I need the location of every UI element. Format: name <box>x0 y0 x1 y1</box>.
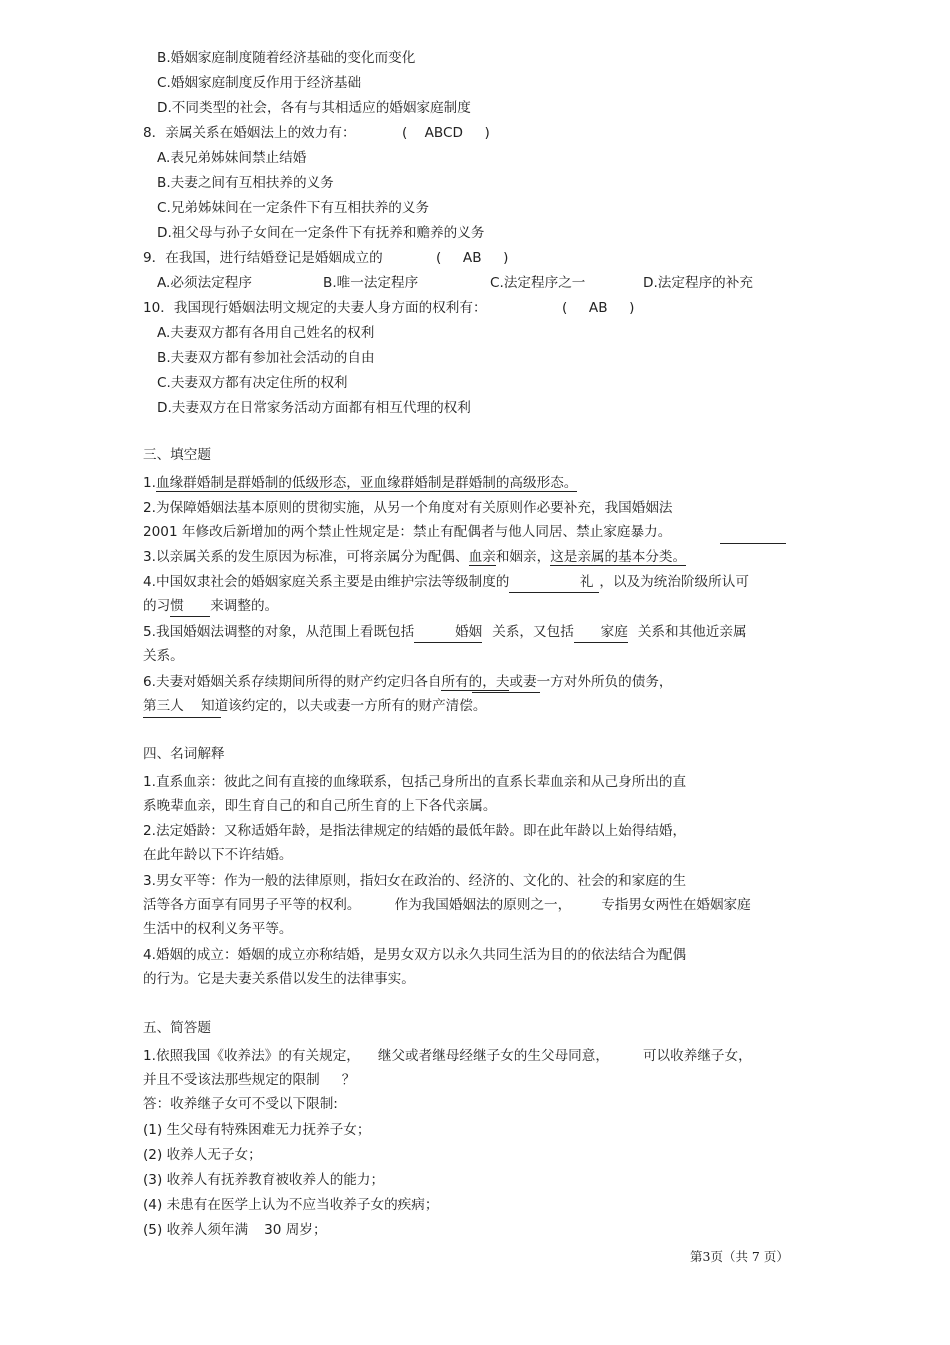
blank-answer: 惯 <box>170 597 210 617</box>
blank-answer: 夫 <box>495 674 510 690</box>
blank-answer: 血缘群婚制是群婚制的低级形态，亚血缘群婚制是群婚制的高级形态。 <box>155 475 578 491</box>
definition-3: 3.男女平等：作为一般的法律原则，指妇女在政治的、经济的、文化的、社会的和家庭的生 <box>143 873 687 889</box>
blank-line <box>472 692 540 693</box>
fill-2-cont: 2001 年修改后新增加的两个禁止性规定是：禁止有配偶者与他人同居、禁止家庭暴力。 <box>143 524 672 540</box>
blank-answer: 这是亲属的基本分类。 <box>550 549 687 565</box>
blank-answer: 血亲 <box>468 549 496 565</box>
blank-line <box>143 717 221 718</box>
option-d: D.夫妻双方在日常家务活动方面都有相互代理的权利 <box>157 400 471 416</box>
option-b: B.唯一法定程序 <box>323 275 419 291</box>
option-c: C.婚姻家庭制度反作用于经济基础 <box>157 75 362 91</box>
short-question-1: 1.依照我国《收养法》的有关规定， 继父或者继母经继子女的生父母同意， 可以收养继子女， <box>143 1048 752 1064</box>
option-d: D.不同类型的社会，各有与其相适应的婚姻家庭制度 <box>157 100 471 116</box>
answer-q10: ( AB ) <box>562 300 635 316</box>
fill-5: 5.我国婚姻法调整的对象，从范围上看既包括 婚姻 关系，又包括 家庭 关系和其他近亲属 <box>143 623 747 643</box>
definition-1-cont: 系晚辈血亲，即生育自己的和自己所生育的上下各代亲属。 <box>143 798 497 814</box>
definition-4: 4.婚姻的成立：婚姻的成立亦称结婚，是男女双方以永久共同生活为目的的依法结合为配偶 <box>143 947 687 963</box>
question-8: 8．亲属关系在婚姻法上的效力有： <box>143 125 356 141</box>
option-b: B.夫妻双方都有参加社会活动的自由 <box>157 350 375 366</box>
definition-2-cont: 在此年龄以下不许结婚。 <box>143 847 293 863</box>
option-c: C.法定程序之一 <box>490 275 586 291</box>
option-b: B.婚姻家庭制度随着经济基础的变化而变化 <box>157 50 416 66</box>
blank-answer: 礼 <box>509 573 599 593</box>
answer-item: (4) 未患有在医学上认为不应当收养子女的疾病； <box>143 1197 439 1213</box>
option-d: D.法定程序的补充 <box>643 275 753 291</box>
fill-4-cont: 的习惯 来调整的。 <box>143 597 278 617</box>
definition-2: 2.法定婚龄：又称适婚年龄，是指法律规定的结婚的最低年龄。即在此年龄以上始得结婚， <box>143 823 687 839</box>
answer-item: (5) 收养人须年满 30 周岁； <box>143 1222 327 1238</box>
fill-6-cont: 第三人 知道该约定的，以夫或妻一方所有的财产清偿。 <box>143 698 487 714</box>
question-10: 10．我国现行婚姻法明文规定的夫妻人身方面的权利有： <box>143 300 487 316</box>
option-a: A.表兄弟姊妹间禁止结婚 <box>157 150 307 166</box>
fill-3: 3.以亲属关系的发生原因为标准，可将亲属分为配偶、血亲和姻亲，这是亲属的基本分类。 <box>143 549 687 565</box>
section-heading: 四、名词解释 <box>143 746 225 762</box>
option-a: A.必须法定程序 <box>157 275 252 291</box>
definition-4-cont: 的行为。它是夫妻关系借以发生的法律事实。 <box>143 971 415 987</box>
fill-4: 4.中国奴隶社会的婚姻家庭关系主要是由维护宗法等级制度的 礼 ，以及为统治阶级所认可 <box>143 573 749 593</box>
question-9: 9．在我国，进行结婚登记是婚姻成立的 <box>143 250 383 266</box>
fill-6: 6.夫妻对婚姻关系存续期间所得的财产约定归各自所有的，夫或妻一方对外所负的债务， <box>143 674 673 690</box>
definition-3-cont: 活等各方面享有同男子平等的权利。 作为我国婚姻法的原则之一， 专指男女两性在婚姻家庭 <box>143 897 751 913</box>
fill-2: 2.为保障婚姻法基本原则的贯彻实施，从另一个角度对有关原则作必要补充，我国婚姻法 <box>143 500 673 516</box>
section-heading: 五、简答题 <box>143 1020 211 1036</box>
answer-q9: ( AB ) <box>436 250 509 266</box>
answer-q8: ( ABCD ) <box>402 125 490 141</box>
answer-item: (1) 生父母有特殊困难无力抚养子女； <box>143 1122 371 1138</box>
section-heading: 三、填空题 <box>143 447 211 463</box>
option-b: B.夫妻之间有互相扶养的义务 <box>157 175 334 191</box>
definition-3-end: 生活中的权利义务平等。 <box>143 921 293 937</box>
option-c: C.兄弟姊妹间在一定条件下有互相扶养的义务 <box>157 200 430 216</box>
option-d: D.祖父母与孙子女间在一定条件下有抚养和赡养的义务 <box>157 225 485 241</box>
answer-intro: 答：收养继子女可不受以下限制: <box>143 1096 338 1112</box>
blank-answer: 家庭 <box>574 623 628 643</box>
option-a: A.夫妻双方都有各用自己姓名的权利 <box>157 325 375 341</box>
short-question-1-cont: 并且不受该法那些规定的限制 ？ <box>143 1072 356 1088</box>
definition-1: 1.直系血亲：彼此之间有直接的血缘联系，包括己身所出的直系长辈血亲和从己身所出的直 <box>143 774 687 790</box>
option-c: C.夫妻双方都有决定住所的权利 <box>157 375 348 391</box>
answer-item: (3) 收养人有抚养教育被收养人的能力； <box>143 1172 385 1188</box>
blank-line <box>720 543 786 544</box>
page-number: 第3页（共 7 页） <box>690 1249 789 1264</box>
blank-answer: 所有的， <box>441 674 496 690</box>
blank-answer: 婚姻 <box>414 623 482 643</box>
fill-1: 1.血缘群婚制是群婚制的低级形态，亚血缘群婚制是群婚制的高级形态。 <box>143 475 578 491</box>
answer-item: (2) 收养人无子女； <box>143 1147 262 1163</box>
fill-5-cont: 关系。 <box>143 648 184 664</box>
